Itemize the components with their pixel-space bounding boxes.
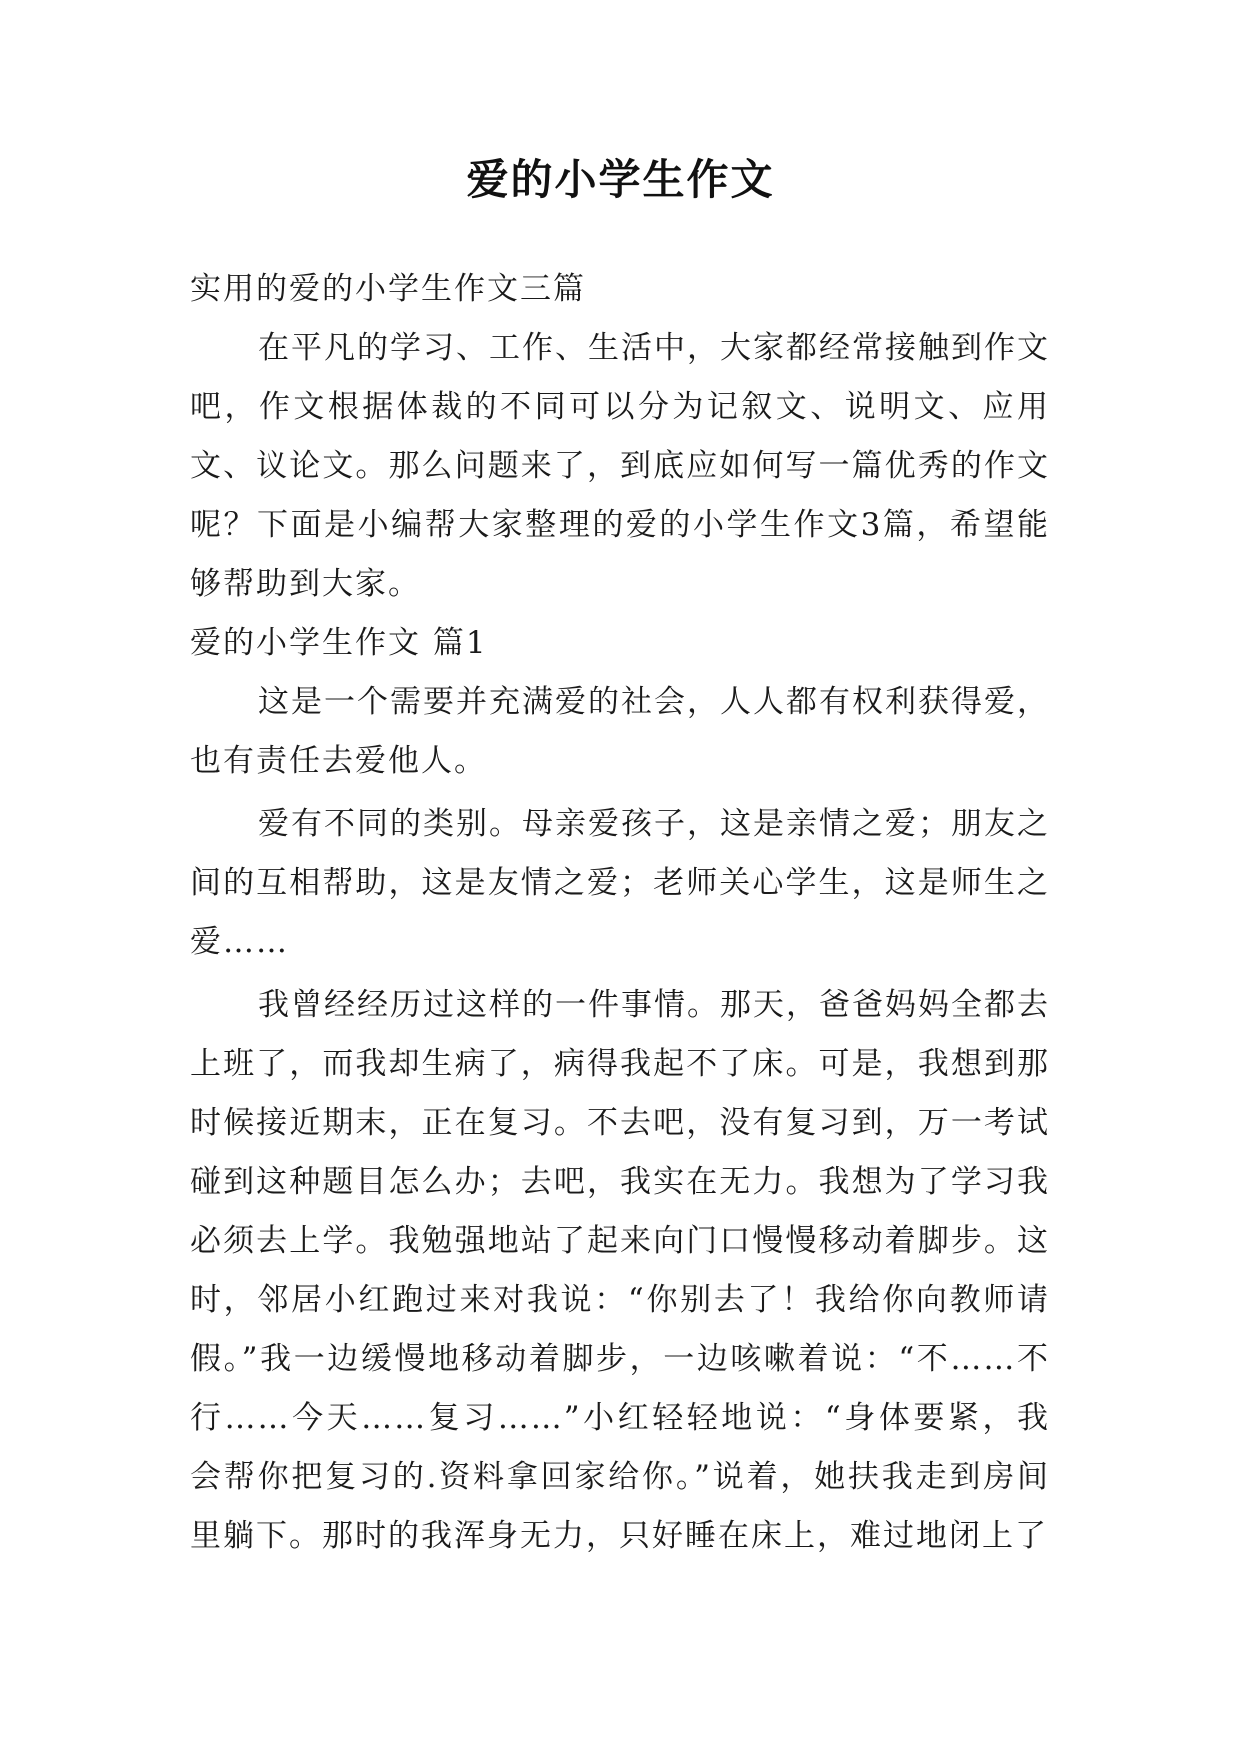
section-heading: 爱的小学生作文 篇1 xyxy=(190,625,488,661)
body-paragraph: 爱有不同的类别。母亲爱孩子，这是亲情之爱；朋友之间的互相帮助，这是友情之爱；老师关心学生，这是师生之爱…… xyxy=(190,806,1050,960)
intro-paragraph: 在平凡的学习、工作、生活中，大家都经常接触到作文吧，作文根据体裁的不同可以分为记叙文、说明文、应用文、议论文。那么问题来了，到底应如何写一篇优秀的作文呢？下面是小编帮大家整理的爱的小学生作文3篇，希望能够帮助到大家。 xyxy=(190,330,1050,602)
body-paragraph: 这是一个需要并充满爱的社会，人人都有权利获得爱，也有责任去爱他人。 xyxy=(190,684,1050,779)
body-paragraph: 我曾经经历过这样的一件事情。那天，爸爸妈妈全都去上班了，而我却生病了，病得我起不了床。可是，我想到那时候接近期末，正在复习。不去吧，没有复习到，万一考试碰到这种题目怎么办；去吧，我实在无力。我想为了学习我必须去上学。我勉强地站了起来向门口慢慢移动着脚步。这时，邻居小红跑过来对我说：“你别去了！我给你向教师请假。”我一边缓慢地移动着脚步，一边咳嗽着说：“不……不行……今天……复习……”小红轻轻地说：“身体要紧，我会帮你把复习的.资料拿回家给你。”说着，她扶我走到房间里躺下。那时的我浑身无力，只好睡在床上，难过地闭上了 xyxy=(190,987,1050,1554)
document-subtitle: 实用的爱的小学生作文三篇 xyxy=(190,271,586,307)
document-body xyxy=(190,260,1050,1566)
document-title: 爱的小学生作文 xyxy=(466,155,775,204)
